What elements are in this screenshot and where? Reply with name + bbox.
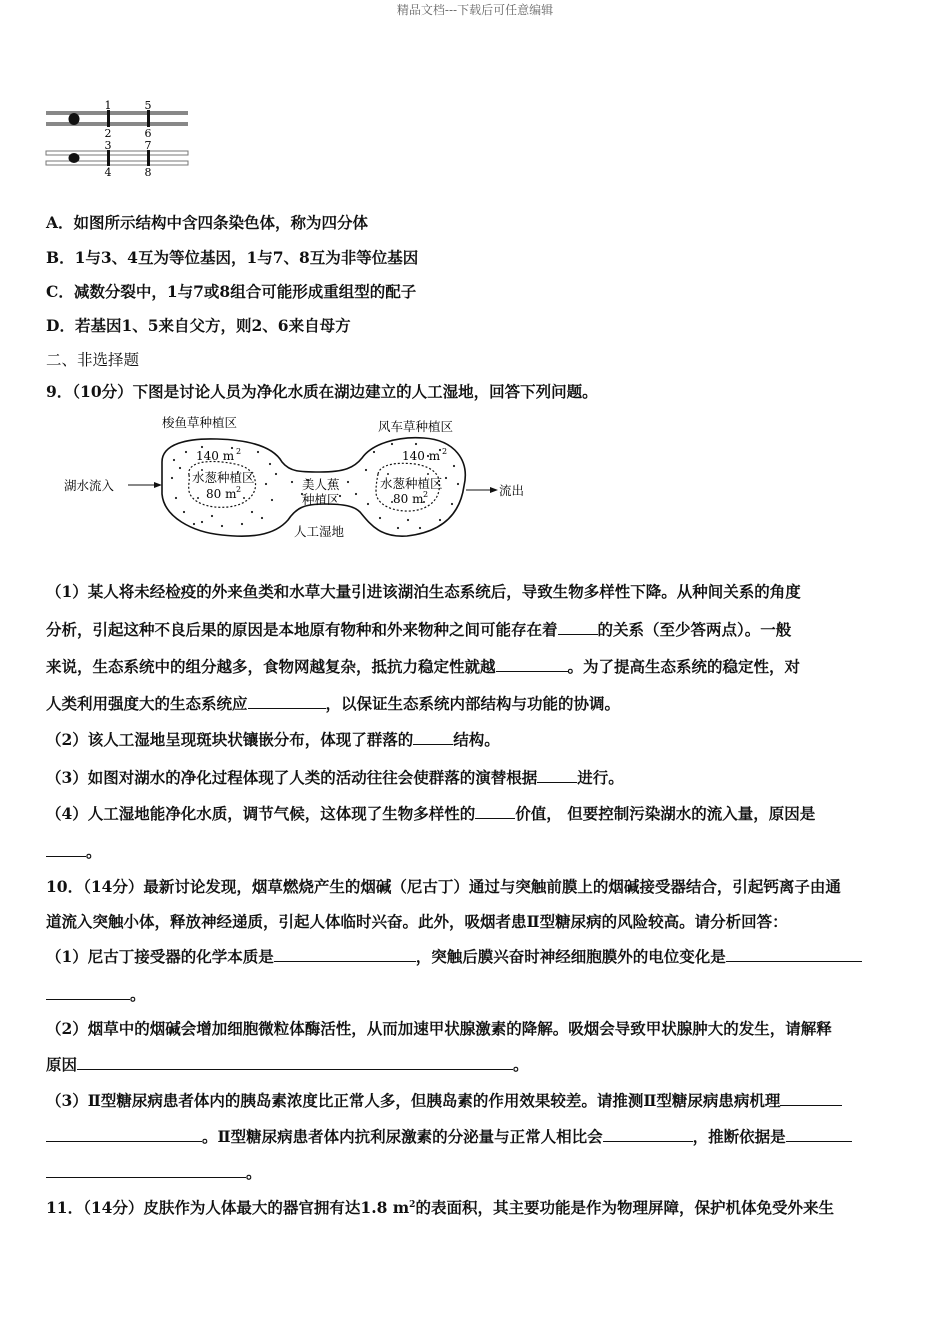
gene-label-2: 2 — [104, 127, 112, 140]
gene-label-6: 6 — [144, 127, 152, 140]
section-heading: 二、非选择题 — [46, 351, 140, 369]
q10-p3-line2: 。Ⅱ型糖尿病患者体内抗利尿激素的分泌量与正常人相比会 ，推断依据是 — [46, 1125, 852, 1147]
answer-blank[interactable] — [46, 984, 130, 1001]
answer-blank[interactable] — [537, 767, 577, 784]
q10-p2-line2: 原因 。 — [46, 1055, 529, 1074]
label-outflow: 流出 — [499, 483, 525, 498]
answer-blank[interactable] — [248, 693, 326, 710]
q10-p3-line1: （3）Ⅱ型糖尿病患者体内的胰岛素浓度比正常人多，但胰岛素的作用效果较差。请推测Ⅱ型糖尿病患病机理 — [46, 1089, 842, 1111]
answer-blank[interactable] — [603, 1126, 693, 1143]
q9-p1-line4: 人类利用强度大的生态系统应 ，以保证生态系统内部结构与功能的协调。 — [46, 694, 621, 713]
q9-p4-end: 。 — [46, 840, 102, 862]
answer-blank[interactable] — [475, 803, 515, 820]
label-pickerelweed: 梭鱼草种植区 — [162, 415, 238, 430]
svg-text:2: 2 — [423, 490, 429, 499]
inner-left-name: 水葱种植区 — [192, 470, 255, 485]
svg-text:2: 2 — [236, 485, 242, 494]
center-name-2: 种植区 — [302, 492, 340, 507]
inner-left-area: 80 m — [206, 487, 237, 501]
q9-p3: （3）如图对湖水的净化过程体现了人类的活动往往会使群落的演替根据 进行。 — [46, 768, 624, 787]
answer-blank[interactable] — [558, 619, 598, 636]
option-c: C．减数分裂中，1与7或8组合可能形成重组型的配子 — [46, 282, 417, 301]
answer-blank[interactable] — [780, 1090, 842, 1107]
answer-blank[interactable] — [413, 729, 453, 746]
q10-line2: 道流入突触小体，释放神经递质，引起人体临时兴奋。此外，吸烟者患Ⅱ型糖尿病的风险较高。请分析回答： — [46, 912, 788, 931]
gene-label-7: 7 — [144, 139, 152, 152]
answer-blank[interactable] — [46, 1162, 246, 1179]
gene-label-8: 8 — [144, 166, 152, 179]
page-header: 精品文档---下载后可任意编辑 — [396, 3, 554, 17]
q9-p4: （4）人工湿地能净化水质，调节气候，这体现了生物多样性的 价值， 但要控制污染湖水的流入量，原因是 — [46, 804, 816, 823]
answer-blank[interactable] — [46, 841, 86, 858]
q11-line1: 11．（14分）皮肤作为人体最大的器官拥有达1.8 $m^2$的表面积，其主要功能是作为物理屏障，保护机体免受外来生 — [46, 1198, 834, 1217]
option-b: B．1与3、4互为等位基因，1与7、8互为非等位基因 — [46, 248, 419, 267]
area-left: 140 m — [196, 449, 235, 463]
option-d: D．若基因1、5来自父方，则2、6来自母方 — [46, 316, 351, 335]
gene-label-1: 1 — [104, 99, 112, 112]
answer-blank[interactable] — [46, 1126, 202, 1143]
q9-p1-line2: 分析，引起这种不良后果的原因是本地原有物种和外来物种之间可能存在着 的关系（至少答两点）。一般 — [46, 620, 792, 639]
answer-blank[interactable] — [496, 656, 568, 673]
label-inflow: 湖水流入 — [64, 478, 115, 493]
q9-p1-line3: 来说，生态系统中的组分越多，食物网越复杂，抵抗力稳定性就越 。为了提高生态系统的稳定性，对 — [46, 657, 801, 676]
label-artificial-wetland: 人工湿地 — [294, 524, 345, 539]
gene-label-4: 4 — [104, 166, 112, 179]
answer-blank[interactable] — [726, 946, 862, 963]
option-a: A．如图所示结构中含四条染色体，称为四分体 — [46, 213, 369, 232]
q10-line1: 10．（14分）最新讨论发现，烟草燃烧产生的烟碱（尼古丁）通过与突触前膜上的烟碱接受器结合，引起钙离子由通 — [46, 877, 841, 896]
svg-text:2: 2 — [442, 447, 448, 456]
inner-right-area: 80 m — [393, 492, 424, 506]
answer-blank[interactable] — [786, 1126, 852, 1143]
inner-right-name: 水葱种植区 — [380, 476, 443, 491]
wetland-figure — [62, 412, 542, 552]
gene-label-5: 5 — [144, 99, 152, 112]
q10-p2-line1: （2）烟草中的烟碱会增加细胞微粒体酶活性，从而加速甲状腺激素的降解。吸烟会导致甲状腺肿大的发生，请解释 — [46, 1019, 832, 1038]
answer-blank[interactable] — [274, 946, 416, 963]
q10-p3-end: 。 — [46, 1161, 262, 1183]
q10-p1: （1）尼古丁接受器的化学本质是 ，突触后膜兴奋时神经细胞膜外的电位变化是 — [46, 945, 862, 967]
answer-blank[interactable] — [77, 1054, 513, 1071]
gene-label-3: 3 — [104, 139, 112, 152]
q9-p2: （2）该人工湿地呈现斑块状镶嵌分布，体现了群落的 结构。 — [46, 730, 500, 749]
svg-text:2: 2 — [236, 447, 242, 456]
center-name-1: 美人蕉 — [302, 477, 340, 492]
q9-p1-line1: （1）某人将未经检疫的外来鱼类和水草大量引进该湖泊生态系统后，导致生物多样性下降。从种间关系的角度 — [46, 582, 801, 601]
q10-p1-end: 。 — [46, 983, 146, 1005]
chromosome-figure — [40, 98, 200, 180]
q9-stem: 9．（10分）下图是讨论人员为净化水质在湖边建立的人工湿地，回答下列问题。 — [46, 382, 598, 401]
area-right: 140 m — [402, 449, 441, 463]
label-umbrella-sedge: 风车草种植区 — [378, 419, 454, 434]
